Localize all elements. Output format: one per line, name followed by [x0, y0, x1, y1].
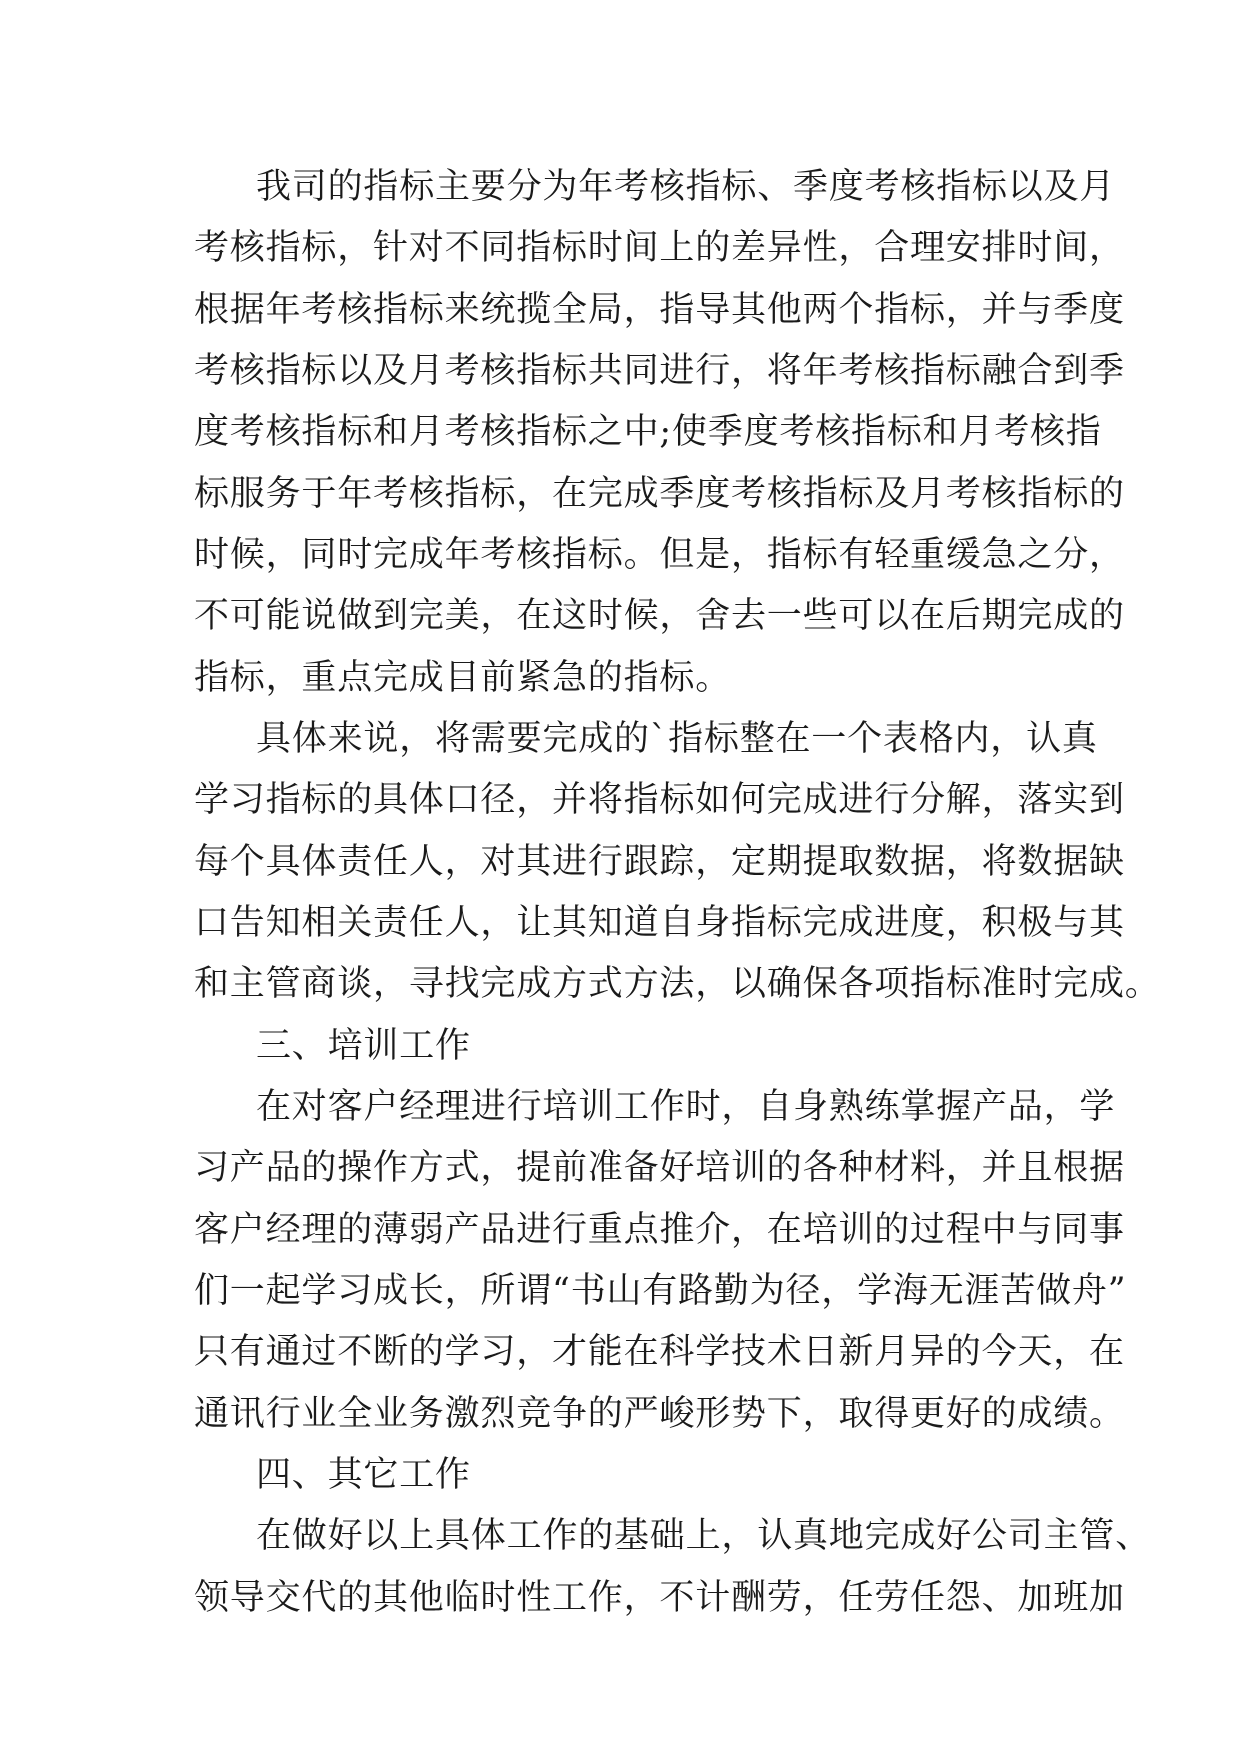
paragraph-line: 习产品的操作方式，提前准备好培训的各种材料，并且根据	[194, 1148, 1125, 1188]
section-heading: 四、其它工作	[256, 1455, 471, 1495]
paragraph-line: 考核指标，针对不同指标时间上的差异性，合理安排时间，	[194, 228, 1125, 268]
paragraph-line: 不可能说做到完美，在这时候，舍去一些可以在后期完成的	[194, 596, 1125, 636]
paragraph-line: 在对客户经理进行培训工作时，自身熟练掌握产品，学	[256, 1087, 1116, 1127]
paragraph-line: 在做好以上具体工作的基础上，认真地完成好公司主管、	[256, 1516, 1152, 1556]
paragraph-line: 根据年考核指标来统揽全局，指导其他两个指标，并与季度	[194, 290, 1125, 330]
paragraph-line: 通讯行业全业务激烈竞争的严峻形势下，取得更好的成绩。	[194, 1394, 1125, 1434]
paragraph-line: 我司的指标主要分为年考核指标、季度考核指标以及月	[256, 167, 1116, 207]
paragraph-line: 每个具体责任人，对其进行跟踪，定期提取数据，将数据缺	[194, 842, 1125, 882]
paragraph-line: 度考核指标和月考核指标之中;使季度考核指标和月考核指	[194, 412, 1102, 452]
paragraph-line: 标服务于年考核指标，在完成季度考核指标及月考核指标的	[194, 474, 1125, 514]
paragraph-line: 具体来说，将需要完成的`指标整在一个表格内，认真	[256, 719, 1098, 759]
paragraph-line: 和主管商谈，寻找完成方式方法，以确保各项指标准时完成。	[194, 964, 1161, 1004]
paragraph-line: 指标，重点完成目前紧急的指标。	[194, 658, 732, 698]
paragraph-line: 只有通过不断的学习，才能在科学技术日新月异的今天，在	[194, 1332, 1125, 1372]
paragraph-line: 学习指标的具体口径，并将指标如何完成进行分解，落实到	[194, 780, 1125, 820]
paragraph-line: 领导交代的其他临时性工作，不计酬劳，任劳任怨、加班加	[194, 1578, 1125, 1618]
paragraph-line: 口告知相关责任人，让其知道自身指标完成进度，积极与其	[194, 903, 1125, 943]
section-heading: 三、培训工作	[256, 1026, 471, 1066]
paragraph-line: 时候，同时完成年考核指标。但是，指标有轻重缓急之分，	[194, 535, 1125, 575]
paragraph-line: 考核指标以及月考核指标共同进行，将年考核指标融合到季	[194, 351, 1125, 391]
paragraph-line: 客户经理的薄弱产品进行重点推介，在培训的过程中与同事	[194, 1210, 1125, 1250]
paragraph-line: 们一起学习成长，所谓“书山有路勤为径，学海无涯苦做舟”	[194, 1271, 1127, 1311]
